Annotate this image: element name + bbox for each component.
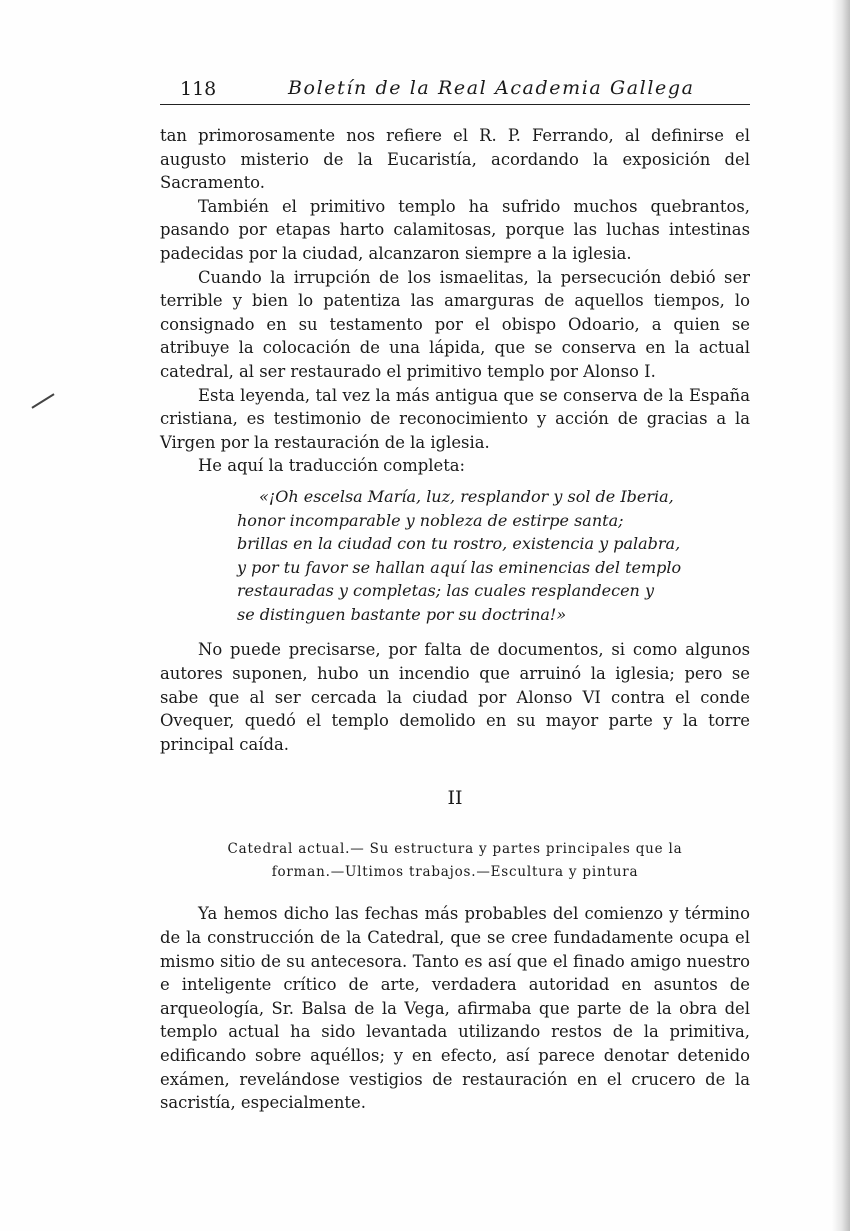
verse-line: restauradas y completas; las cuales resplandecen y [237,581,654,601]
verse-line: y por tu favor se hallan aquí las eminencias del templo [237,557,682,577]
section-title [160,838,750,884]
section-title-line: forman.—Ultimos trabajos.—Escultura y pintura [271,864,639,881]
verse-line: «¡Oh escelsa María, luz, resplandor y sol de Iberia, [259,486,674,506]
paragraph: También el primitivo templo ha sufrido muchos quebrantos, pasando por etapas harto calamitosas, porque las luchas intestinas padecidas por la ciudad, alcanzaron siempre a la iglesia. [160,196,750,263]
paragraph: Esta leyenda, tal vez la más antigua que se conserva de la España cristiana, es testimonio de reconocimiento y acción de gracias a la Virgen por la restauración de la iglesia. [160,385,750,452]
page-number: 118 [180,78,217,100]
page-edge-shadow [832,0,850,1231]
paragraph: He aquí la traducción completa: [198,456,466,476]
paragraph: tan primorosamente nos refiere el R. P. Ferrando, al definirse el augusto misterio de la Eucaristía, acordando la exposición del Sacramento. [160,126,750,193]
verse-quotation [237,485,750,627]
stray-ink-mark [31,393,54,408]
paragraph: Ya hemos dicho las fechas más probables del comienzo y término de la construcción de la Catedral, que se cree fundadamente ocupa el mismo sitio de su antecesora. Tanto es así que el finado amigo nuestro e inteligente crítico de arte, verdadera autoridad en asuntos de arqueología, Sr. Balsa de la Vega, afirmaba que parte de la obra del templo actual ha sido levantada utilizando restos de la primitiva, edificando sobre aquéllos; y en efecto, así parece denotar detenido exámen, revelándose vestigios de restauración en el crucero de la sacristía, especialmente. [160,904,750,1113]
section-title-line: Catedral actual.— Su estructura y partes principales que la [227,841,683,858]
running-header [160,76,750,105]
verse-line: se distinguen bastante por su doctrina!» [237,604,567,624]
section-number: II [447,787,463,810]
paragraph: Cuando la irrupción de los ismaelitas, la persecución debió ser terrible y bien lo patentiza las amarguras de aquellos tiempos, lo consignado en su testamento por el obispo Odoario, a quien se atribuye la colocación de una lápida, que se conserva en la actual catedral, al ser restaurado el primitivo templo por Alonso I. [160,267,750,381]
paragraph: No puede precisarse, por falta de documentos, si como algunos autores suponen, hubo un incendio que arruinó la iglesia; pero se sabe que al ser cercada la ciudad por Alonso VI contra el conde Ovequer, quedó el templo demolido en su mayor parte y la torre principal caída. [160,640,750,754]
verse-line: brillas en la ciudad con tu rostro, existencia y palabra, [237,534,681,554]
page-body [160,124,750,1115]
verse-line: honor incomparable y nobleza de estirpe santa; [237,510,624,530]
running-title: Boletín de la Real Academia Gallega [288,77,695,99]
